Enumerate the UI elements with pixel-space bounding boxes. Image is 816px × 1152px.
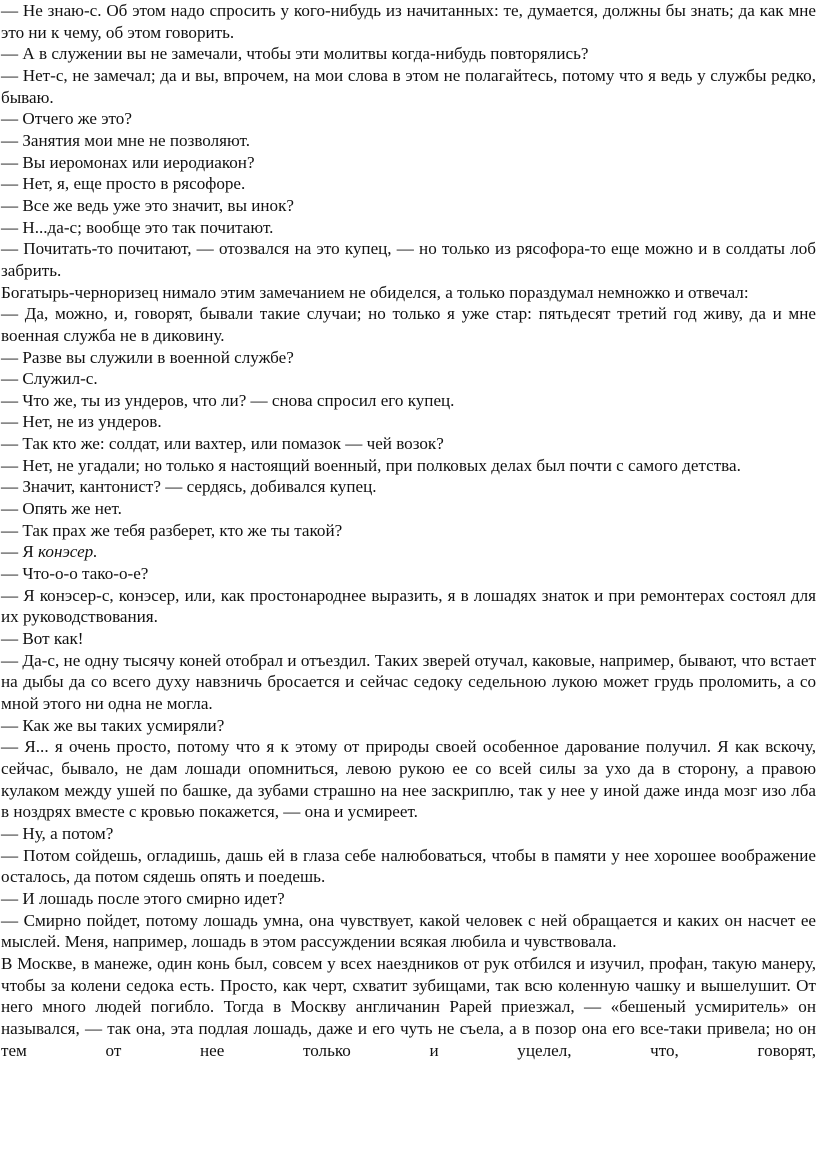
paragraph: — Потом сойдешь, огладишь, дашь ей в глаза себе налюбоваться, чтобы в памяти у нее хорошее воображение осталось, да потом сядешь опять и поедешь. [1,845,816,887]
italic-word: конэсер. [38,542,98,562]
paragraph: — Я конэсер-с, конэсер, или, как простонароднее выразить, я в лошадях знаток и при ремонтерах состоял для их руководствования. [1,585,816,627]
paragraph: — Нет-с, не замечал; да и вы, впрочем, на мои слова в этом не полагайтесь, потому что я ведь у службы редко, бываю. [1,65,816,107]
paragraph: — Да, можно, и, говорят, бывали такие случаи; но только я уже стар: пятьдесят третий год живу, да и мне военная служба не в диковину. [1,304,816,345]
paragraph: — Что-о-о тако-о-е? [1,564,149,584]
paragraph: — Да-с, не одну тысячу коней отобрал и отъездил. Таких зверей отучал, каковые, например, бывают, что встает на дыбы да со всего духу навзничь бросается и сейчас седоку седельною лукою может грудь проломить, а со мной этого ни одна не могла. [1,650,816,713]
paragraph: — Что же, ты из ундеров, что ли? — снова спросил его купец. [1,390,455,410]
paragraph: — Так кто же: солдат, или вахтер, или помазок — чей возок? [1,434,444,454]
paragraph: — Смирно пойдет, потому лошадь умна, она чувствует, какой человек с ней обращается и каких он насчет ее мыслей. Меня, например, лошадь в этом рассуждении всякая любила и чувствовала. [1,910,816,952]
paragraph: — Я... я очень просто, потому что я к этому от природы своей особенное дарование получил. Я как вскочу, сейчас, бывало, не дам лошади опомниться, левою рукою ее со всей силы за ухо да в сторону, а правою кулаком между ушей по башке, да зубами страшно на нее заскриплю, так у нее у иной даже инда мозг изо лба в ноздрях вместе с кровью покажется, — она и усмиреет. [1,737,816,822]
paragraph: — Значит, кантонист? — сердясь, добивался купец. [1,477,377,497]
paragraph: — И лошадь после этого смирно идет? [1,888,285,908]
paragraph: — Почитать-то почитают, — отозвался на это купец, — но только из рясофора-то еще можно и в солдаты лоб забрить. [1,239,816,280]
paragraph: — Нет, не угадали; но только я настоящий военный, при полковых делах был почти с самого детства. [1,455,741,475]
paragraph: — Вы иеромонах или иеродиакон? [1,152,255,172]
paragraph: — Как же вы таких усмиряли? [1,715,225,735]
paragraph: — Все же ведь уже это значит, вы инок? [1,195,294,215]
paragraph: — А в служении вы не замечали, чтобы эти молитвы когда-нибудь повторялись? [1,44,589,64]
paragraph: — Занятия мои мне не позволяют. [1,130,251,150]
paragraph: — Отчего же это? [1,109,132,129]
paragraph: — Опять же нет. [1,499,122,519]
paragraph [1,541,816,563]
paragraph: — Служил-с. [1,369,98,389]
paragraph: — Ну, а потом? [1,823,114,843]
paragraph: В Москве, в манеже, один конь был, совсем у всех наездников от рук отбился и изучил, профан, такую манеру, чтобы за колени седока есть. Просто, как черт, схватит зубищами, так всю коленную чашку и вышелушит. От него много людей погибло. Тогда в Москву англичанин Рарей приезжал, — «бешеный усмиритель» он назывался, — так она, эта подлая лошадь, даже и его чуть не съела, а в позор она его все-таки привела; но он тем от нее только и уцелел, что, говорят, [1,953,816,1060]
paragraph: — Нет, я, еще просто в рясофоре. [1,174,246,194]
paragraph: Богатырь-черноризец нимало этим замечанием не обиделся, а только пораздумал немножко и отвечал: [1,282,749,302]
paragraph: — Так прах же тебя разберет, кто же ты такой? [1,520,343,540]
paragraph: — Разве вы служили в военной службе? [1,347,294,367]
paragraph: — Вот как! [1,629,84,649]
paragraph: — Н...да-с; вообще это так почитают. [1,217,274,237]
paragraph: — Нет, не из ундеров. [1,412,162,432]
paragraph: — Не знаю-с. Об этом надо спросить у кого-нибудь из начитанных: те, думается, должны бы знать; да как мне это ни к чему, об этом говорить. [1,1,816,42]
paragraph-text: — Я [1,542,39,562]
